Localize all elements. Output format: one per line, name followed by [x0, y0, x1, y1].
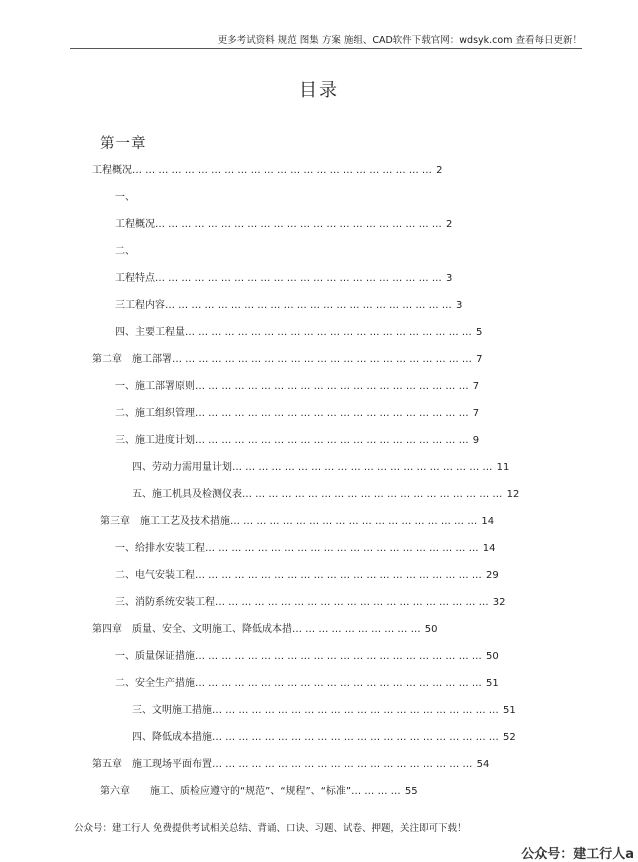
toc-entry[interactable]: [115, 570, 499, 582]
toc-entry-dots: … … … … … … … … … … … … … … … … … … … …: [212, 759, 473, 770]
toc-page-number: 54: [476, 759, 490, 770]
toc-entry-dots: … … … … … … … … … … … … … … … … … … … … …: [195, 435, 469, 446]
toc-entry-text: 二、施工组织管理: [115, 408, 195, 419]
toc-page-number: 7: [476, 354, 483, 365]
toc-entry: [115, 192, 135, 204]
toc-page-number: 11: [496, 462, 510, 473]
chapter-heading: 第一章: [100, 136, 147, 152]
toc-entry: [115, 246, 135, 258]
toc-entry-text: 二、安全生产措施: [115, 678, 195, 689]
toc-entry[interactable]: [92, 165, 443, 177]
toc-entry-dots: … … … … … … … … … … … … … … … … … … … … … … …: [132, 165, 432, 176]
toc-entry-dots: … … … … … … … … … … … … … … … … … … … … …: [205, 543, 479, 554]
toc-page-number: 3: [455, 300, 463, 311]
watermark: 公众号：建工行人a: [521, 847, 634, 862]
toc-entry[interactable]: [115, 678, 499, 690]
toc-entry-text: 一、质量保证措施: [115, 651, 195, 662]
toc-entry-text: 三工程内容: [115, 300, 165, 311]
toc-entry-dots: … … … … … … … … … … … … … … … … … … … … … … …: [172, 354, 472, 365]
toc-entry[interactable]: [115, 408, 479, 420]
toc-page-number: 50: [485, 651, 499, 662]
toc-entry-text: 工程特点: [115, 273, 155, 284]
toc-entry[interactable]: [115, 651, 499, 663]
toc-entry[interactable]: [92, 624, 438, 636]
toc-entry-dots: … … … … … … … … … … … … … … … … … … …: [230, 516, 478, 527]
toc-entry-text: 五、施工机具及检测仪表: [132, 489, 242, 500]
toc-page-number: 3: [445, 273, 453, 284]
toc-entry-text: 四、降低成本措施: [132, 732, 212, 743]
toc-entry[interactable]: [92, 759, 489, 771]
toc-entry[interactable]: [115, 327, 482, 339]
toc-entry[interactable]: [132, 489, 519, 501]
toc-page-number: 51: [502, 705, 516, 716]
toc-entry-text: 一、: [115, 192, 135, 203]
toc-entry[interactable]: [132, 732, 516, 744]
toc-page-number: 14: [482, 543, 496, 554]
toc-page-number: 2: [436, 165, 443, 176]
toc-entry[interactable]: [100, 516, 494, 528]
toc-page-number: 29: [485, 570, 499, 581]
toc-entry[interactable]: [115, 273, 452, 285]
toc-entry[interactable]: [115, 597, 506, 609]
toc-entry-text: 第二章 施工部署: [92, 354, 172, 365]
toc-entry-text: 四、劳动力需用量计划: [132, 462, 232, 473]
toc-entry[interactable]: [92, 354, 483, 366]
toc-entry[interactable]: [132, 462, 509, 474]
toc-page-number: 5: [475, 327, 483, 338]
toc-entry-dots: … … … … … … … … … … … … … … … … … … … …: [242, 489, 503, 500]
toc-page-number: 50: [424, 624, 438, 635]
toc-page-number: 9: [472, 435, 480, 446]
toc-entry-text: 工程概况: [115, 219, 155, 230]
toc-entry-dots: … … … … … … … … … … … … … … … … … … … … … …: [195, 678, 482, 689]
toc-entry-dots: … … … … … … … … … … … … … … … … … … … … … …: [185, 327, 472, 338]
toc-entry[interactable]: [115, 219, 452, 231]
toc-entry-dots: … … … … … … … … … … … … … … … … … … … … … …: [165, 300, 452, 311]
toc-entry[interactable]: [132, 705, 516, 717]
toc-entry-dots: … … … … … … … … … … … … … … … … … … … … … …: [195, 651, 482, 662]
toc-page-number: 12: [506, 489, 520, 500]
toc-entry[interactable]: [115, 381, 479, 393]
toc-entry-text: 三、消防系统安装工程: [115, 597, 215, 608]
page-footer-note: 公众号：建工行人 免费提供考试相关总结、背诵、口诀、习题、试卷、押题，关注即可下载！: [74, 823, 467, 834]
toc-entry-text: 第六章 施工、质检应遵守的“规范”、“规程”、“标准”: [100, 786, 352, 797]
toc-page-number: 32: [492, 597, 506, 608]
toc-entry-text: 第三章 施工工艺及技术措施: [100, 516, 230, 527]
toc-entry-text: 三、施工进度计划: [115, 435, 195, 446]
toc-entry-text: 第五章 施工现场平面布置: [92, 759, 212, 770]
toc-entry-dots: … … … … … … … … … …: [292, 624, 421, 635]
toc-page-number: 52: [502, 732, 516, 743]
toc-entry-dots: … … … … … … … … … … … … … … … … … … … … …: [195, 381, 469, 392]
toc-entry-dots: … … … … … … … … … … … … … … … … … … … … … …: [195, 570, 482, 581]
toc-entry-text: 一、给排水安装工程: [115, 543, 205, 554]
toc-entry[interactable]: [115, 300, 462, 312]
toc-entry-text: 二、电气安装工程: [115, 570, 195, 581]
toc-entry-text: 三、文明施工措施: [132, 705, 212, 716]
toc-entry-text: 工程概况: [92, 165, 132, 176]
toc-entry-dots: … … … … … … … … … … … … … … … … … … … … …: [215, 597, 489, 608]
toc-entry-dots: … … … … … … … … … … … … … … … … … … … … … …: [212, 732, 499, 743]
toc-entry-dots: … … … …: [351, 786, 401, 797]
toc-entry[interactable]: [100, 786, 418, 798]
toc-entry[interactable]: [115, 543, 496, 555]
toc-page-number: 7: [472, 408, 480, 419]
toc-entry-text: 一、施工部署原则: [115, 381, 195, 392]
toc-entry-dots: … … … … … … … … … … … … … … … … … … … … … …: [155, 219, 442, 230]
toc-entry-dots: … … … … … … … … … … … … … … … … … … … … … …: [212, 705, 499, 716]
toc-entry-text: 四、主要工程量: [115, 327, 185, 338]
toc-entry-dots: … … … … … … … … … … … … … … … … … … … … …: [195, 408, 469, 419]
toc-page-number: 55: [404, 786, 418, 797]
toc-entry-text: 第四章 质量、安全、文明施工、降低成本措: [92, 624, 292, 635]
toc-entry-dots: … … … … … … … … … … … … … … … … … … … … … …: [155, 273, 442, 284]
toc-page-number: 2: [445, 219, 453, 230]
toc-page-number: 14: [481, 516, 495, 527]
page-title: 目录: [299, 80, 339, 101]
toc-entry-text: 二、: [115, 246, 135, 257]
toc-page-number: 7: [472, 381, 480, 392]
toc-page-number: 51: [485, 678, 499, 689]
toc-entry[interactable]: [115, 435, 479, 447]
page-header: 更多考试资料 规范 图集 方案 施组、CAD软件下载官网：wdsyk.com 查看每日更新！: [70, 33, 582, 49]
toc-entry-dots: … … … … … … … … … … … … … … … … … … … …: [232, 462, 493, 473]
